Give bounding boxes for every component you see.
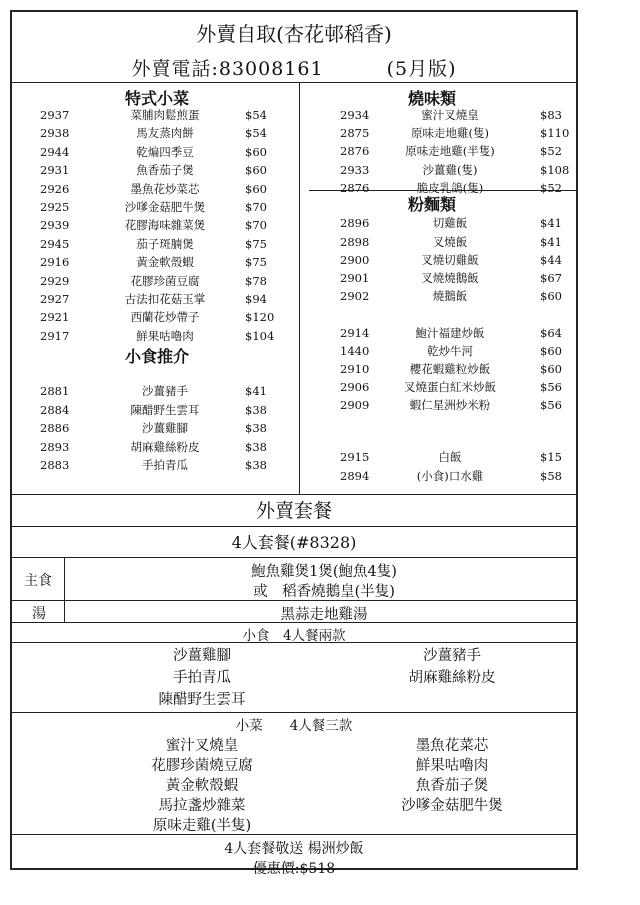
menu-item-row bbox=[340, 269, 575, 287]
item-name: 陳醋野生雲耳 bbox=[130, 402, 200, 417]
item-price: $120 bbox=[245, 310, 275, 325]
item-name: 切雞飯 bbox=[432, 216, 468, 230]
set-dish: 黃金軟殼蝦 bbox=[165, 778, 239, 794]
item-code: 2939 bbox=[40, 218, 70, 233]
set-dish: 手拍青瓜 bbox=[173, 670, 231, 686]
set-price: 優惠價:$518 bbox=[252, 861, 336, 877]
label-divider bbox=[64, 557, 65, 622]
item-code: 2901 bbox=[340, 271, 370, 285]
item-price: $56 bbox=[540, 398, 562, 412]
item-code: 2876 bbox=[340, 180, 370, 195]
snack-heading: 小食 4人餐兩款 bbox=[242, 628, 346, 644]
item-name: 沙嗲金菇肥牛煲 bbox=[124, 200, 206, 214]
item-code: 2921 bbox=[40, 310, 70, 325]
item-name: 魚香茄子煲 bbox=[136, 163, 194, 178]
main-label: 主食 bbox=[24, 573, 52, 589]
divider bbox=[12, 712, 576, 713]
set-dish: 陳醋野生雲耳 bbox=[158, 692, 246, 708]
item-name: 櫻花蝦雞粒炒飯 bbox=[409, 362, 491, 376]
menu-item-row bbox=[340, 360, 575, 378]
item-price: $44 bbox=[540, 253, 562, 267]
item-code: 2875 bbox=[340, 126, 370, 141]
item-name: 古法扣花菇玉掌 bbox=[124, 292, 206, 306]
phone-number: 外賣電話:83008161 bbox=[131, 58, 324, 80]
item-name: 沙薑豬手 bbox=[142, 384, 188, 398]
menu-title: 外賣自取(杏花邨稻香) bbox=[196, 22, 392, 46]
menu-item-row bbox=[40, 308, 290, 326]
menu-item-row bbox=[40, 180, 290, 198]
item-code: 2900 bbox=[340, 253, 370, 267]
item-price: $58 bbox=[540, 469, 562, 483]
item-name: 黃金軟殼蝦 bbox=[136, 255, 194, 270]
set-dish: 沙薑雞腳 bbox=[173, 648, 231, 664]
item-price: $70 bbox=[245, 200, 267, 214]
item-code: 2926 bbox=[40, 181, 70, 196]
item-price: $52 bbox=[540, 144, 562, 159]
rice-heading: 粉麵類 bbox=[407, 195, 456, 214]
item-price: $110 bbox=[540, 126, 570, 141]
menu-item-row bbox=[340, 396, 575, 414]
divider bbox=[12, 834, 576, 835]
item-price: $56 bbox=[540, 380, 562, 394]
menu-item-row bbox=[40, 235, 290, 253]
item-code: 2938 bbox=[40, 126, 70, 141]
set-dish: 蜜汁叉燒皇 bbox=[165, 738, 239, 754]
item-price: $75 bbox=[245, 236, 267, 251]
menu-item-row bbox=[40, 253, 290, 271]
menu-item-row bbox=[340, 161, 575, 179]
item-name: 墨魚花炒菜芯 bbox=[130, 181, 200, 196]
divider bbox=[12, 557, 576, 558]
soup-label: 湯 bbox=[32, 606, 46, 622]
item-code: 2902 bbox=[340, 289, 370, 303]
set-dish: 沙嗲金菇肥牛煲 bbox=[401, 798, 503, 814]
item-price: $104 bbox=[245, 328, 275, 343]
divider bbox=[12, 526, 576, 527]
item-code: 2883 bbox=[40, 458, 70, 472]
item-code: 2909 bbox=[340, 398, 370, 412]
menu-item-row bbox=[340, 142, 575, 160]
item-price: $60 bbox=[245, 163, 267, 178]
menu-item-row bbox=[40, 124, 290, 142]
item-name: 叉燒燒鵝飯 bbox=[421, 271, 479, 285]
item-price: $38 bbox=[245, 402, 267, 417]
menu-item-row bbox=[340, 214, 575, 232]
item-name: 叉燒蛋白紅米炒飯 bbox=[404, 380, 496, 394]
item-name: 原味走地雞(半隻) bbox=[405, 144, 495, 159]
menu-sheet bbox=[10, 10, 578, 877]
item-code: 2917 bbox=[40, 328, 70, 343]
item-name: 蜜汁叉燒皇 bbox=[421, 108, 479, 122]
menu-item-row bbox=[40, 161, 290, 179]
item-code: 2933 bbox=[340, 162, 370, 177]
item-code: 2894 bbox=[340, 469, 370, 483]
item-code: 2927 bbox=[40, 292, 70, 306]
item-code: 2925 bbox=[40, 200, 70, 214]
item-code: 2929 bbox=[40, 273, 70, 288]
divider bbox=[12, 494, 576, 495]
dish-heading: 小菜 4人餐三款 bbox=[235, 718, 353, 734]
item-name: 茄子斑腩煲 bbox=[136, 236, 194, 251]
menu-item-row bbox=[340, 233, 575, 251]
item-code: 2915 bbox=[340, 450, 370, 464]
item-code: 2893 bbox=[40, 439, 70, 454]
set-dish: 胡麻雞絲粉皮 bbox=[408, 670, 496, 686]
set-gift: 4人套餐敬送 楊洲炒飯 bbox=[224, 841, 364, 857]
main-line1: 鮑魚雞煲1煲(鮑魚4隻) bbox=[251, 564, 397, 580]
item-name: 馬友蒸肉餅 bbox=[136, 126, 194, 141]
menu-item-row bbox=[40, 272, 290, 290]
divider bbox=[12, 82, 576, 83]
menu-item-row bbox=[40, 290, 290, 308]
edition-label: (5月版) bbox=[386, 58, 457, 80]
menu-item-row bbox=[40, 327, 290, 345]
item-code: 2896 bbox=[340, 216, 370, 230]
menu-item-row bbox=[40, 143, 290, 161]
item-name: 叉燒切雞飯 bbox=[421, 253, 479, 267]
item-code: 2934 bbox=[340, 108, 370, 122]
snacks-heading: 小食推介 bbox=[124, 347, 189, 366]
item-name: 乾煸四季豆 bbox=[136, 144, 194, 159]
divider bbox=[12, 642, 576, 643]
set-dish: 鮮果咕嚕肉 bbox=[415, 758, 489, 774]
menu-item-row bbox=[340, 448, 575, 466]
item-price: $38 bbox=[245, 421, 267, 435]
menu-item-row bbox=[340, 179, 575, 197]
item-code: 2931 bbox=[40, 163, 70, 178]
menu-item-row bbox=[40, 401, 290, 419]
item-code: 2906 bbox=[340, 380, 370, 394]
menu-item-row bbox=[40, 382, 290, 400]
item-name: 鮑汁福建炒飯 bbox=[415, 326, 485, 340]
item-code: 2945 bbox=[40, 236, 70, 251]
item-code: 2937 bbox=[40, 108, 70, 122]
set-dish: 原味走雞(半隻) bbox=[152, 818, 252, 834]
menu-item-row bbox=[40, 216, 290, 234]
set-dish: 花膠珍菌燒豆腐 bbox=[151, 758, 253, 774]
item-name: 胡麻雞絲粉皮 bbox=[130, 439, 200, 454]
item-name: 燒鵝飯 bbox=[432, 289, 468, 303]
set-dish: 沙薑豬手 bbox=[423, 648, 481, 664]
item-name: 西蘭花炒帶子 bbox=[130, 310, 200, 325]
item-code: 2876 bbox=[340, 144, 370, 159]
menu-item-row bbox=[40, 198, 290, 216]
item-name: 脆皮乳鴿(隻) bbox=[416, 180, 484, 195]
item-name: 蝦仁星洲炒米粉 bbox=[409, 398, 491, 412]
item-name: (小食)口水雞 bbox=[416, 469, 484, 483]
item-code: 2881 bbox=[40, 384, 70, 398]
set-dish: 魚香茄子煲 bbox=[415, 778, 489, 794]
item-name: 沙薑雞腳 bbox=[142, 421, 188, 435]
menu-item-row bbox=[340, 378, 575, 396]
soup-value: 黑蒜走地雞湯 bbox=[280, 607, 368, 623]
column-divider bbox=[299, 82, 300, 494]
divider bbox=[12, 600, 576, 601]
item-price: $41 bbox=[540, 235, 562, 249]
item-price: $75 bbox=[245, 255, 267, 270]
set-heading: 外賣套餐 bbox=[255, 500, 332, 522]
menu-item-row bbox=[340, 467, 575, 485]
item-name: 鮮果咕嚕肉 bbox=[136, 328, 194, 343]
set-subtitle: 4人套餐(#8328) bbox=[231, 533, 357, 552]
item-price: $41 bbox=[540, 216, 562, 230]
menu-item-row bbox=[340, 251, 575, 269]
item-code: 2914 bbox=[340, 326, 370, 340]
item-code: 2886 bbox=[40, 421, 70, 435]
item-price: $70 bbox=[245, 218, 267, 233]
menu-item-row bbox=[340, 106, 575, 124]
specials-heading: 特式小菜 bbox=[124, 89, 189, 108]
set-dish: 墨魚花菜芯 bbox=[415, 738, 489, 754]
item-name: 花膠海味雜菜煲 bbox=[124, 218, 206, 233]
item-name: 白飯 bbox=[438, 450, 462, 464]
divider bbox=[12, 622, 576, 623]
phone-line bbox=[12, 54, 576, 81]
menu-item-row bbox=[340, 124, 575, 142]
item-price: $38 bbox=[245, 458, 267, 472]
item-name: 花膠珍菌豆腐 bbox=[130, 273, 200, 288]
item-price: $64 bbox=[540, 326, 562, 340]
menu-item-row bbox=[40, 419, 290, 437]
item-name: 原味走地雞(隻) bbox=[411, 126, 489, 141]
item-code: 1440 bbox=[340, 344, 370, 358]
item-code: 2910 bbox=[340, 362, 370, 376]
item-code: 2898 bbox=[340, 235, 370, 249]
item-name: 菜脯肉鬆煎蛋 bbox=[130, 108, 200, 122]
item-code: 2916 bbox=[40, 255, 70, 270]
menu-item-row bbox=[40, 106, 290, 124]
menu-item-row bbox=[40, 456, 290, 474]
main-line2: 或 稻香燒鵝皇(半隻) bbox=[253, 584, 395, 600]
item-price: $67 bbox=[540, 271, 562, 285]
item-price: $108 bbox=[540, 162, 570, 177]
item-price: $15 bbox=[540, 450, 562, 464]
menu-item-row bbox=[340, 342, 575, 360]
menu-item-row bbox=[40, 438, 290, 456]
item-price: $60 bbox=[245, 181, 267, 196]
item-price: $78 bbox=[245, 273, 267, 288]
item-code: 2884 bbox=[40, 402, 70, 417]
item-price: $83 bbox=[540, 108, 562, 122]
menu-item-row bbox=[340, 324, 575, 342]
item-price: $94 bbox=[245, 292, 267, 306]
item-price: $60 bbox=[540, 362, 562, 376]
item-name: 手拍青瓜 bbox=[142, 458, 188, 472]
item-price: $41 bbox=[245, 384, 267, 398]
item-price: $60 bbox=[540, 344, 562, 358]
item-price: $54 bbox=[245, 126, 267, 141]
item-code: 2944 bbox=[40, 144, 70, 159]
item-price: $60 bbox=[245, 144, 267, 159]
item-price: $52 bbox=[540, 180, 562, 195]
menu-item-row bbox=[340, 287, 575, 305]
item-price: $60 bbox=[540, 289, 562, 303]
bbq-heading: 燒味類 bbox=[407, 89, 456, 108]
item-price: $38 bbox=[245, 439, 267, 454]
set-dish: 馬拉盞炒雜菜 bbox=[158, 798, 246, 814]
item-name: 乾炒牛河 bbox=[427, 344, 473, 358]
item-price: $54 bbox=[245, 108, 267, 122]
item-name: 叉燒飯 bbox=[432, 235, 468, 249]
item-name: 沙薑雞(隻) bbox=[422, 162, 478, 177]
